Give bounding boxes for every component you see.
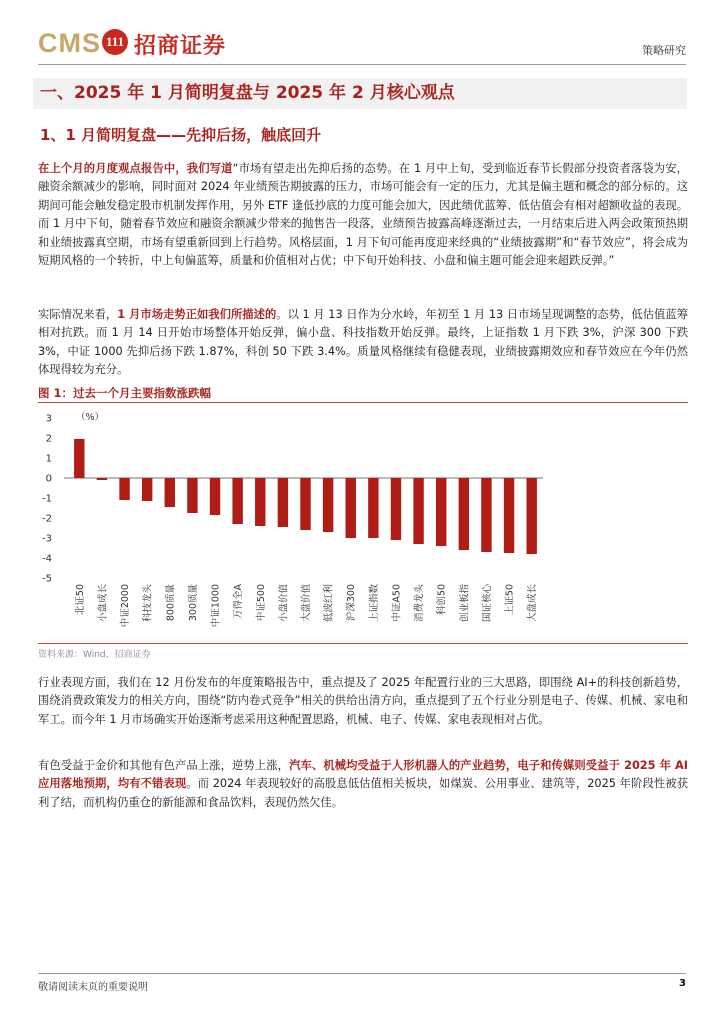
- bar: [300, 478, 310, 530]
- x-tick-label: 中证500: [255, 584, 267, 622]
- bar: [368, 478, 378, 538]
- chart-y-unit-label: （%）: [76, 412, 105, 423]
- x-tick-label: 低波红利: [323, 584, 335, 623]
- section-title: 一、2025 年 1 月简明复盘与 2025 年 2 月核心观点: [40, 83, 455, 103]
- paragraph-pre: 有色受益于金价和其他有色产品上涨，逆势上涨，: [38, 759, 290, 772]
- header-divider: [38, 64, 686, 65]
- x-tick-label: 大盘价值: [301, 584, 312, 623]
- header-report-type: 策略研究: [642, 44, 686, 57]
- footer-disclaimer-note: 敬请阅读末页的重要说明: [38, 982, 148, 993]
- bar: [436, 478, 446, 546]
- paragraph-quote: “市场有望走出先抑后扬的态势。在 1 月中上旬，受到临近春节长假部分投资者落袋为安，融资余额减少的影响，同时面对 2024 年业绩预告期披露的压力，市场可能会有一定的压力，尤其是偏主题和概念的部分标的。这期间可能会触发稳定股市机制发挥作用，另外 ETF 逢低抄底的力度可能会加大，因此绩优蓝筹、低估值会有相对超额收益的表现。而 1 月中下旬，随着春节效应和融资余额减少带来的抛售告一段落，业绩预告披露高峰逐渐过去，一月结束后进入两会政策预热期和业绩披露真空期，市场有望重新回到上行趋势。风格层面，1 月下旬可能再度迎来经典的“业绩披露期”和“春节效应”，将会成为短期风格的一个转折，中上旬偏蓝筹，质量和价值相对占优；中下旬开始科技、小盘和偏主题可能会迎来超跌反弹。”: [38, 162, 688, 268]
- logo-company-name: 招商证券: [134, 34, 227, 59]
- paragraph-body: 。而 2024 年表现较好的高股息低估值相关板块，如煤炭、公用事业、建筑等，2025 年阶段性被获利了结，而机构仍重仓的新能源和食品饮料，表现仍然欠佳。: [38, 777, 688, 809]
- bar: [165, 478, 175, 507]
- bar: [97, 478, 107, 480]
- bar: [255, 478, 265, 526]
- x-tick-label: 800质量: [165, 584, 177, 622]
- logo-cms: CMS: [38, 28, 101, 58]
- paragraph-pre: 实际情况来看，: [38, 308, 118, 321]
- paragraph-sector-drivers: [38, 757, 688, 812]
- paragraph-actual-review: [38, 306, 688, 380]
- y-tick-label: -5: [42, 573, 52, 585]
- x-tick-label: 创业板指: [459, 584, 471, 623]
- bar: [232, 478, 242, 524]
- y-tick-label: -3: [42, 533, 52, 545]
- bar: [187, 478, 197, 513]
- x-tick-label: 上证50: [504, 584, 516, 616]
- x-tick-label: 万得全A: [233, 584, 245, 619]
- bar: [323, 478, 333, 532]
- paragraph-previous-view: [38, 160, 688, 270]
- x-tick-label: 中证2000: [120, 584, 132, 628]
- bar: [278, 478, 288, 527]
- y-tick-label: 2: [45, 433, 52, 445]
- x-tick-label: 科创50: [436, 584, 448, 616]
- y-tick-label: 3: [45, 413, 52, 425]
- x-tick-label: 大盘成长: [527, 584, 539, 623]
- x-tick-label: 消费龙头: [414, 584, 426, 623]
- x-tick-label: 中证A50: [391, 584, 403, 622]
- logo-seal-icon: 111: [102, 29, 128, 55]
- paragraph-highlight: 1 月市场走势正如我们所描述的: [117, 308, 277, 321]
- index-return-bar-chart: [38, 404, 688, 642]
- paragraph-body: 行业表现方面，我们在 12 月份发布的年度策略报告中，重点提及了 2025 年配置行业的三大思路，即围绕 AI+的科技创新趋势，围绕消费政策发力的相关方向，围绕“防内卷式竞争”相关的供给出清方向，重点提到了五个行业分别是电子、传媒、机械、家电和军工。而今年 1 月市场确实开始逐渐考虑采用这种配置思路，机械、电子、传媒、家电表现相对占优。: [38, 676, 688, 726]
- paragraph-industry-performance: [38, 674, 688, 729]
- bar: [142, 478, 152, 501]
- bar: [119, 478, 129, 500]
- paragraph-body: 。以 1 月 13 日作为分水岭，年初至 1 月 13 日市场呈现调整的态势，低估值蓝筹相对抗跌。而 1 月 14 日开始市场整体开始反弹，偏小盘、科技指数开始反弹。最终，上证指数 1 月下跌 3%，沪深 300 下跌 3%，中证 1000 先抑后扬下跌 1.87%，科创 50 下跌 3.4%。质量风格继续有稳健表现，业绩披露期效应和春节效应在今年仍然体现得较为充分。: [38, 308, 688, 377]
- paragraph-highlight: 汽车、机械均受益于人形机器人的产业趋势，电子和传媒则受益于 2025 年 AI 应用落地预期，均有不错表现: [38, 759, 688, 791]
- x-tick-label: 沪深300: [346, 584, 358, 622]
- bar: [459, 478, 469, 550]
- footer-divider: [38, 973, 686, 974]
- y-tick-label: 1: [45, 453, 52, 465]
- x-tick-label: 中证1000: [210, 584, 222, 628]
- figure-source: 资料来源：Wind、招商证券: [38, 650, 151, 660]
- x-tick-label: 300质量: [187, 584, 199, 622]
- paragraph-lead: 在上个月的月度观点报告中，我们写道: [38, 162, 233, 175]
- x-tick-label: 国证核心: [481, 584, 493, 623]
- x-tick-label: 小盘价值: [278, 584, 290, 623]
- bar: [481, 478, 491, 552]
- y-tick-label: 0: [45, 473, 52, 485]
- bar: [74, 439, 84, 478]
- y-tick-label: -1: [42, 493, 52, 505]
- figure-top-rule: [38, 402, 688, 403]
- bar: [391, 478, 401, 540]
- x-tick-label: 上证指数: [368, 584, 380, 623]
- chart-bars: [74, 439, 537, 554]
- chart-x-labels: [74, 583, 538, 627]
- sub-section-title: 1、1 月简明复盘——先抑后扬，触底回升: [40, 126, 322, 144]
- bar: [210, 478, 220, 515]
- figure-label: 图 1：过去一个月主要指数涨跌幅: [38, 386, 212, 400]
- figure-bottom-rule: [38, 643, 688, 644]
- page-number: 3: [679, 978, 686, 989]
- y-tick-label: -4: [42, 553, 52, 565]
- bar: [504, 478, 514, 553]
- x-tick-label: 科技龙头: [142, 584, 154, 623]
- bar: [346, 478, 356, 538]
- bar: [526, 478, 536, 554]
- bar: [413, 478, 423, 544]
- x-tick-label: 北证50: [74, 584, 86, 616]
- x-tick-label: 小盘成长: [97, 584, 109, 623]
- y-tick-label: -2: [42, 513, 52, 525]
